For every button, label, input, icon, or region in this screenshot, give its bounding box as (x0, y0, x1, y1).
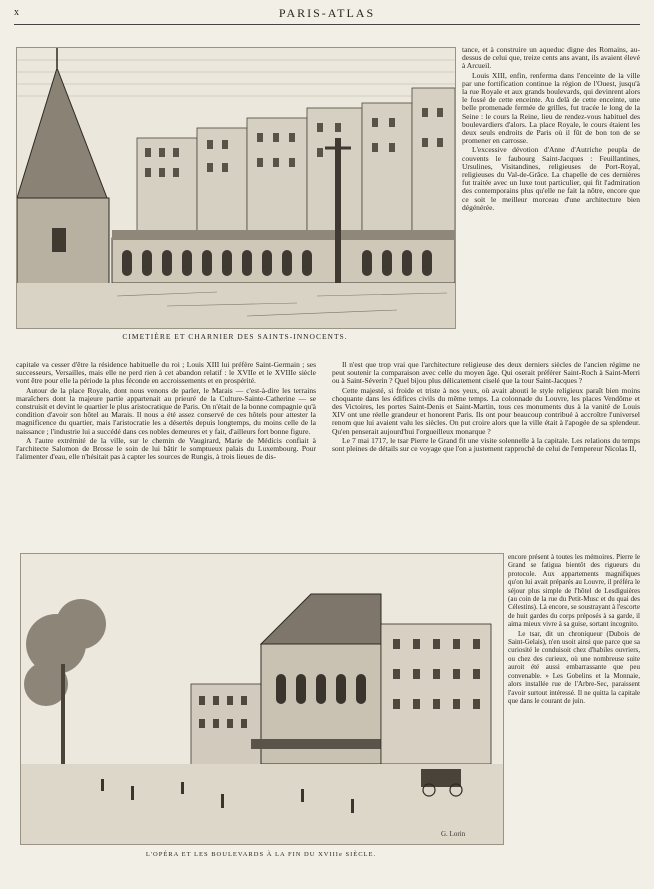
opera-engraving (21, 554, 503, 844)
running-title: PARIS-ATLAS (278, 6, 376, 20)
paragraph: Il n'est que trop vrai que l'architecture religieuse des deux derniers siècles de l'ancien régime ne peut soutenir la comparaison avec celle du moyen âge. Qui oserait préférer Saint-Roch à Saint-Merri ou à Saint-Séverin ? Quel bijou plus délicatement ciselé que la tour Saint-Jacques ? (332, 360, 640, 386)
paragraph: tance, et à construire un aqueduc digne des Romains, au-dessus de celui que, treize cents ans avant, ils avaient élevé à Arcueil. (462, 45, 640, 71)
paragraph: A l'autre extrémité de la ville, sur le chemin de Vaugirard, Marie de Médicis confiait à l'architecte Salomon de Brosse le soin de lui bâtir le somptueux palais du Luxembourg. Pour l'alimenter d'eau, elle n'hésitait pas à capter les sources de Rungis, à trois lieues de dis- (16, 435, 316, 462)
figure-cemetery-caption: CIMETIÈRE ET CHARNIER DES SAINTS-INNOCENTS. (122, 332, 348, 341)
paragraph: Le 7 mai 1717, le tsar Pierre le Grand fit une visite solennelle à la capitale. Les relations du temps sont pleines de détails sur ce voyage que l'on a justement rapproché de celui de l'empereur Nicolas II, (332, 435, 640, 454)
figure-cemetery (16, 47, 456, 329)
paragraph: Autour de la place Royale, dont nous venons de parler, le Marais — c'est-à-dire les terrains maraîchers dont la majeure partie appartenait au prieuré de la Culture-Sainte-Catherine — se construisit et devint le quartier le plus aristocratique de Paris. On n'était de la bonne compagnie qu'à condition d'avoir son hôtel au Marais. Il nous a été assez conservé de ces hôtels pour attester la magnificence du quartier, mais l'aristocratie les a désertés depuis longtemps, du moins celle de la naissance ; l'industrie lui a succédé dans ces nobles demeures et y fait, d'ailleurs fort bonne figure. (16, 385, 316, 436)
paragraph: Louis XIII, enfin, renferma dans l'enceinte de la ville par une fortification continue la région de l'Ouest, jusqu'à la rue Royale et aux grands boulevards, qui devinrent alors le fossé de cette enceinte. Au delà de cette enceinte, une belle promenade fermée de grilles, fut tracée le long de la Seine : le cours la Reine, lieu de rendez-vous habituel des boulevardiers d'alors. La place Royale, le cours étaient les deux seuls endroits de Paris où il fût de bon ton de se promener en carrosse. (462, 70, 640, 146)
engraver-signature: G. Lorin (441, 830, 466, 838)
page-number: x (14, 7, 19, 18)
paragraph: encore présent à toutes les mémoires. Pierre le Grand se fatigua bientôt des rigueurs du protocole. Aux appartements magnifiques qu'on lui avait préparés au Louvre, il préféra le séjour plus simple de l'hôtel de Lesdiguières (au coin de la rue du Petit-Musc et du quai des Célestins). Là encore, se soustrayant à l'escorte de huit gardes du corps préposés à sa garde, il aima mieux vivre à sa guise, sortant incognito. (508, 553, 640, 629)
paragraph: L'excessive dévotion d'Anne d'Autriche peupla de couvents le faubourg Saint-Jacques : Feuillantines, Ursulines, Visitandines, religieuses de Port-Royal, religieuses du Val-de-Grâce. La chapelle de ces dernières fut traitée avec un luxe tout particulier, qui fit l'admiration des contemporains plus qu'elle ne fait la nôtre, encore que ce soit le meilleur morceau d'une architecture bien dégénérée. (462, 145, 640, 212)
text-column-right-bottom (508, 553, 640, 706)
cemetery-engraving (17, 48, 455, 328)
header-rule (14, 24, 640, 25)
text-column-right-middle (332, 361, 640, 454)
figure-opera-caption: L'OPÉRA ET LES BOULEVARDS À LA FIN DU XVIIIe SIÈCLE. (145, 851, 377, 858)
text-column-right-top (462, 46, 640, 213)
text-column-left-middle (16, 361, 316, 462)
paragraph: Le tsar, dit un chroniqueur (Dubois de Saint-Gelais), n'en usoit ainsi que parce que sa curiosité le conduisoit chez d'habiles ouvriers, ou chez des curieux, où une nombreuse suite auroit été aussi embarrassante que peu convenable. » Les Gobelins et la Monnaie, alors installée rue de l'Arbre-Sec, paraissent l'avoir surtout intéressé. Il ne quitta la capitale que dans le courant de juin. (508, 629, 640, 705)
paragraph: capitale va cesser d'être la résidence habituelle du roi ; Louis XIII lui préfère Saint-Germain ; ses successeurs, Versailles, mais elle ne perd rien à cet abandon relatif : le XVIIe et le XVIIIe siècle vont être pour elle la période la plus féconde en accroissements et en prospérité. (16, 360, 316, 386)
figure-opera (20, 553, 504, 845)
paragraph: Cette majesté, si froide et triste à nos yeux, où avait abouti le style religieux paraît bien moins choquante dans les édifices civils du même temps. La colonnade du Louvre, les places Vendôme et des Victoires, les portes Saint-Denis et Saint-Martin, tous ces monuments dus à la vanité de Louis XIV ont une réelle grandeur et honorent Paris. Ils ont pour beaucoup contribué à accroître l'universel renom que lui avaient valu les siècles. On put croire alors que la ville était à l'apogée de sa splendeur. Qu'en penserait aujourd'hui l'orgueilleux monarque ? (332, 385, 640, 436)
